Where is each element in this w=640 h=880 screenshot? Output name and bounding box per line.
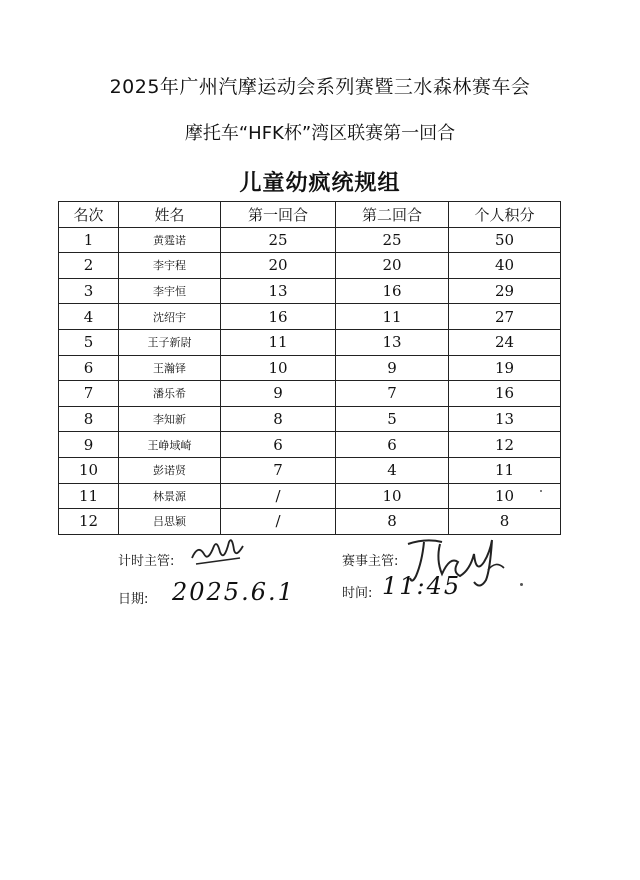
rank-cell: 9	[59, 432, 119, 458]
round-2-cell: 5	[336, 406, 449, 432]
group-title: 儿童幼疯统规组	[239, 171, 401, 196]
speck	[540, 490, 542, 492]
name-cell: 潘乐希	[119, 381, 221, 407]
name-cell: 李知新	[119, 406, 221, 432]
round-2-cell: 20	[336, 253, 449, 279]
total-cell: 24	[449, 329, 561, 355]
header-rank: 名次	[59, 202, 119, 228]
rank-cell: 1	[59, 227, 119, 253]
round-2-cell: 13	[336, 329, 449, 355]
round-1-cell: /	[221, 509, 336, 535]
table-row	[59, 457, 561, 483]
round-2-cell: 7	[336, 381, 449, 407]
date-value: 2025.6.1	[172, 578, 295, 606]
table-row	[59, 432, 561, 458]
round-1-cell: 20	[221, 253, 336, 279]
name-cell: 王瀚铎	[119, 355, 221, 381]
total-cell: 12	[449, 432, 561, 458]
event-title: 2025年广州汽摩运动会系列赛暨三水森林赛车会	[109, 76, 531, 98]
round-2-cell: 8	[336, 509, 449, 535]
round-2-cell: 16	[336, 278, 449, 304]
rank-cell: 7	[59, 381, 119, 407]
rank-cell: 3	[59, 278, 119, 304]
total-cell: 8	[449, 509, 561, 535]
table-row	[59, 304, 561, 330]
name-cell: 林景源	[119, 483, 221, 509]
table-header-row	[59, 202, 561, 228]
round-1-cell: 16	[221, 304, 336, 330]
total-cell: 10	[449, 483, 561, 509]
rank-cell: 5	[59, 329, 119, 355]
name-cell: 李宇程	[119, 253, 221, 279]
round-2-cell: 11	[336, 304, 449, 330]
ink-dot	[520, 583, 523, 586]
total-cell: 50	[449, 227, 561, 253]
name-cell: 彭诺贤	[119, 457, 221, 483]
event-subtitle: 摩托车“HFK杯”湾区联赛第一回合	[184, 123, 456, 144]
table-row	[59, 483, 561, 509]
round-2-cell: 4	[336, 457, 449, 483]
table-row	[59, 355, 561, 381]
header-name: 姓名	[119, 202, 221, 228]
total-cell: 11	[449, 457, 561, 483]
total-cell: 29	[449, 278, 561, 304]
timing-supervisor-signature	[188, 536, 248, 570]
total-cell: 27	[449, 304, 561, 330]
time-value: 11:45	[382, 572, 462, 600]
rank-cell: 12	[59, 509, 119, 535]
total-cell: 13	[449, 406, 561, 432]
rank-cell: 11	[59, 483, 119, 509]
rank-cell: 10	[59, 457, 119, 483]
header-round-1: 第一回合	[221, 202, 336, 228]
round-2-cell: 6	[336, 432, 449, 458]
total-cell: 16	[449, 381, 561, 407]
table-row	[59, 253, 561, 279]
name-cell: 李宇恒	[119, 278, 221, 304]
rank-cell: 4	[59, 304, 119, 330]
table-row	[59, 329, 561, 355]
date-label: 日期:	[118, 592, 149, 607]
round-1-cell: 6	[221, 432, 336, 458]
header-round-2: 第二回合	[336, 202, 449, 228]
time-label: 时间:	[342, 586, 373, 601]
round-1-cell: 13	[221, 278, 336, 304]
header-total: 个人积分	[449, 202, 561, 228]
name-cell: 王峥域崎	[119, 432, 221, 458]
name-cell: 吕思颖	[119, 509, 221, 535]
total-cell: 40	[449, 253, 561, 279]
table-row	[59, 381, 561, 407]
round-1-cell: 25	[221, 227, 336, 253]
total-cell: 19	[449, 355, 561, 381]
round-2-cell: 25	[336, 227, 449, 253]
table-row	[59, 227, 561, 253]
rank-cell: 2	[59, 253, 119, 279]
rank-cell: 6	[59, 355, 119, 381]
round-1-cell: 11	[221, 329, 336, 355]
round-1-cell: 10	[221, 355, 336, 381]
table-row	[59, 278, 561, 304]
table-row	[59, 406, 561, 432]
results-table	[58, 201, 561, 535]
timing-supervisor-label: 计时主管:	[118, 554, 175, 569]
round-2-cell: 10	[336, 483, 449, 509]
round-1-cell: 9	[221, 381, 336, 407]
round-1-cell: 7	[221, 457, 336, 483]
round-1-cell: /	[221, 483, 336, 509]
event-supervisor-label: 赛事主管:	[342, 554, 399, 569]
name-cell: 黄霆诺	[119, 227, 221, 253]
round-2-cell: 9	[336, 355, 449, 381]
rank-cell: 8	[59, 406, 119, 432]
name-cell: 王子新尉	[119, 329, 221, 355]
round-1-cell: 8	[221, 406, 336, 432]
name-cell: 沈绍宇	[119, 304, 221, 330]
